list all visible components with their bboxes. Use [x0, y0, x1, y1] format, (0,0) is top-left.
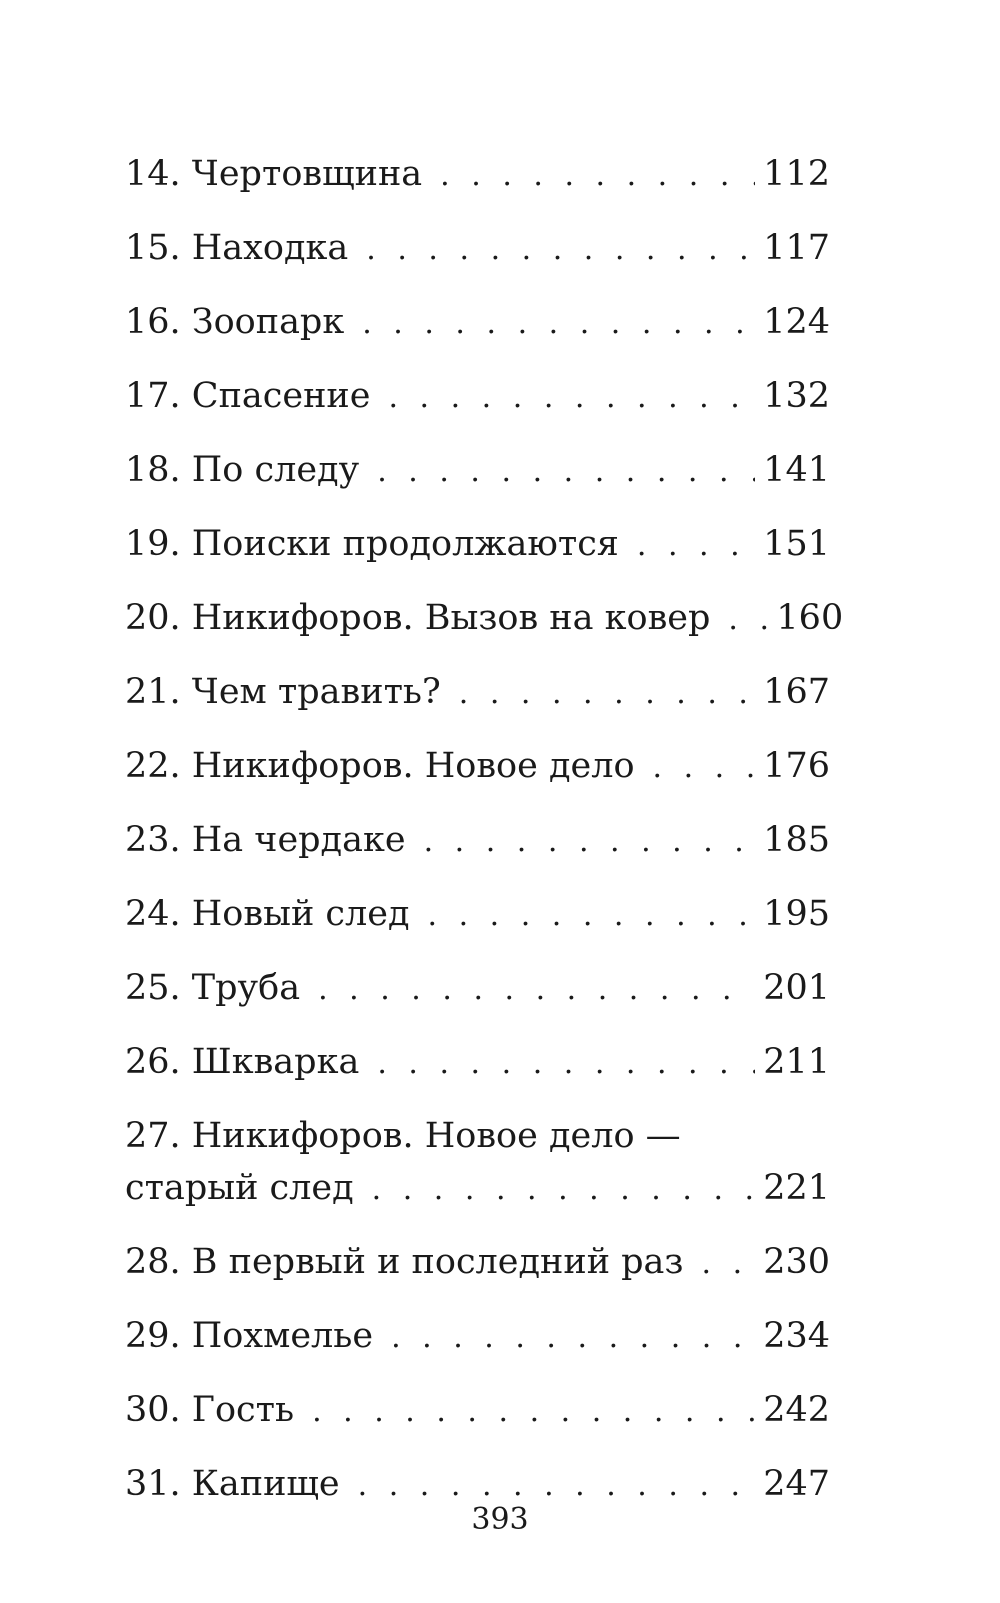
- dot-leader: [318, 964, 755, 1016]
- dot-leader: [372, 1164, 756, 1216]
- toc-entry-title: 16. Зоопарк: [125, 302, 345, 342]
- toc-entry: [125, 1236, 830, 1290]
- toc-entry-page: 247: [763, 1464, 830, 1504]
- table-of-contents: [125, 148, 844, 1532]
- toc-entry-title: 28. В первый и последний раз: [125, 1242, 684, 1282]
- toc-entry-title: 17. Спасение: [125, 376, 371, 416]
- toc-entry-title: 22. Никифоров. Новое дело: [125, 746, 635, 786]
- toc-entry: [125, 1162, 830, 1216]
- toc-entry-page: 167: [763, 672, 830, 712]
- toc-entry-title: 31. Капище: [125, 1464, 340, 1504]
- toc-entry: [125, 148, 830, 202]
- toc-entry-title: 30. Гость: [125, 1390, 295, 1430]
- toc-entry-page: 141: [763, 450, 830, 490]
- toc-entry: [125, 296, 830, 350]
- toc-entry-title-line1: 27. Никифоров. Новое дело —: [125, 1116, 681, 1156]
- toc-entry-page: 221: [763, 1168, 830, 1208]
- toc-entry: [125, 444, 830, 498]
- dot-leader: [366, 224, 755, 276]
- toc-entry-page: 176: [763, 746, 830, 786]
- dot-leader: [440, 150, 755, 202]
- dot-leader: [312, 1386, 755, 1438]
- toc-entry-title: 29. Похмелье: [125, 1316, 374, 1356]
- toc-entry: [125, 592, 844, 646]
- toc-entry: [125, 1384, 830, 1438]
- toc-entry-title: 25. Труба: [125, 968, 301, 1008]
- toc-entry-page: 211: [763, 1042, 830, 1082]
- toc-entry-page: 151: [763, 524, 830, 564]
- dot-leader: [377, 1038, 755, 1090]
- toc-entry-page: 124: [763, 302, 830, 342]
- dot-leader: [637, 520, 755, 572]
- page-number: 393: [471, 1502, 529, 1537]
- dot-leader: [653, 742, 756, 794]
- dot-leader: [728, 594, 768, 646]
- dot-leader: [428, 890, 756, 942]
- toc-entry-page: 195: [763, 894, 830, 934]
- toc-entry: [125, 1036, 830, 1090]
- toc-entry-page: 112: [763, 154, 830, 194]
- dot-leader: [459, 668, 755, 720]
- toc-entry-title: 21. Чем травить?: [125, 672, 441, 712]
- toc-entry-page: 234: [763, 1316, 830, 1356]
- toc-entry: [125, 814, 830, 868]
- dot-leader: [391, 1312, 755, 1364]
- dot-leader: [377, 446, 755, 498]
- toc-entry-page: 230: [763, 1242, 830, 1282]
- toc-entry-page: 242: [763, 1390, 830, 1430]
- toc-entry: [125, 518, 830, 572]
- dot-leader: [388, 372, 755, 424]
- toc-entry-page: 185: [763, 820, 830, 860]
- toc-entry-page: 201: [763, 968, 830, 1008]
- toc-entry: [125, 962, 830, 1016]
- toc-entry-title: 18. По следу: [125, 450, 360, 490]
- toc-entry-page: 160: [776, 598, 844, 638]
- toc-entry-title: 26. Шкварка: [125, 1042, 360, 1082]
- toc-entry-title: 24. Новый след: [125, 894, 410, 934]
- toc-entry: [125, 1310, 830, 1364]
- toc-entry-title: 14. Чертовщина: [125, 154, 423, 194]
- toc-entry: [125, 666, 830, 720]
- dot-leader: [424, 816, 756, 868]
- dot-leader: [702, 1238, 756, 1290]
- toc-entry-title: 15. Находка: [125, 228, 349, 268]
- toc-entry-title-line2: старый след: [125, 1168, 354, 1208]
- toc-entry-title: 20. Никифоров. Вызов на ковер: [125, 598, 711, 638]
- toc-entry: [125, 370, 830, 424]
- toc-entry-page: 117: [763, 228, 830, 268]
- toc-entry-title: 23. На чердаке: [125, 820, 406, 860]
- toc-entry-title: 19. Поиски продолжаются: [125, 524, 619, 564]
- toc-entry-page: 132: [763, 376, 830, 416]
- toc-entry: [125, 888, 830, 942]
- dot-leader: [362, 298, 755, 350]
- toc-entry: [125, 740, 830, 794]
- toc-entry-multiline: [125, 1110, 830, 1216]
- toc-entry: [125, 222, 830, 276]
